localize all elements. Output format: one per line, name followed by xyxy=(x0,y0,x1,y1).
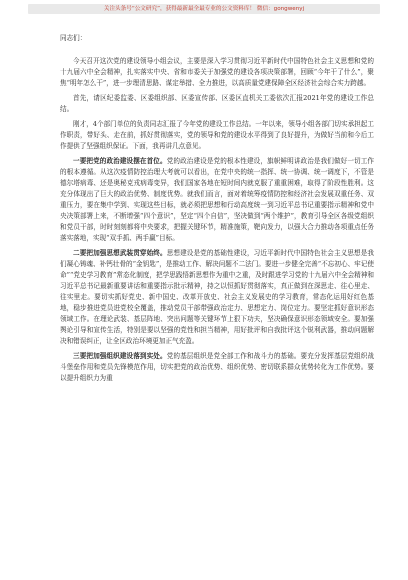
paragraph-text: 党的基层组织是党全部工作和战斗力的基础。要充分发挥基层党组织战斗堡垒作用和党员先锋模范作用，切实把党的政治优势、组织优势、密切联系群众优势转化为工作优势。要以提升组织力为重 xyxy=(60,352,375,382)
speech-body xyxy=(60,30,374,388)
paragraph-text: 党的政治建设是党的根本性建设，旗帜鲜明讲政治是我们做好一切工作的根本遵循。从这次疫情防控治理大考就可以看出，在党中央的统一指挥、统一协调、统一调度下，不管是德尔塔病毒、还是奥秘克戎病毒变异，我们国家各地在短时间内就克服了重重困难，取得了阶段性胜利。这充分体现出了巨大的政治优势、制度优势。就我们而言，面对着统筹疫情防控和经济社会发展双重任务、双重压力，要在集中学到、实现这些目标，就必须把思想和行动高度统一到习近平总书记重要指示精神和党中央决策部署上来，不断增强“四个意识”，坚定“四个自信”，坚决做到“两个维护”，教育引导全区各级党组织和党员干部，时时刻刻都将中央要求，把握关键环节，精准施策，靶向发力，以强大合力推动各项重点任务落实落地，实现“双手抓、两手赢”目标。 xyxy=(60,157,375,242)
paragraph-text: 今天召开这次党的建设领导小组会议，主要是深入学习贯彻习近平新时代中国特色社会主义思想和党的十九届六中全会精神，扎实落实中央、省和市委关于加强党的建设各项决策部署，回顾“今年干了什么”，聚焦“明年怎么干”，进一步理清思路、谋定举措、全力推进，以高质量党建保障全区经济社会综合实力跨越。 xyxy=(60,57,374,87)
paragraph-lead: 二要把加强思想武装贯穿始终。 xyxy=(73,249,167,257)
paragraph-text: 首先，请区纪委监委、区委组织部、区委宣传部、区委区直机关工委依次汇报2021年党的建设工作总结。 xyxy=(60,94,374,113)
promo-banner: 关注头条号“公文研究”，获得最新最全最专业的公文资料库！ 微信：gongwenyj xyxy=(28,4,380,14)
paragraph xyxy=(60,351,374,384)
paragraph xyxy=(60,248,374,347)
paragraph-lead: 一要把党的政治建设摆在首位。 xyxy=(73,157,167,165)
salutation: 同志们： xyxy=(60,34,87,42)
paragraph xyxy=(60,119,374,152)
paragraph-text: 思想建设是党的基础性建设，习近平新时代中国特色社会主义思想是我们凝心铸魂、补钙壮骨的“金钥匙”，是推动工作、解决问题不二法门。要进一步健全完善“不忘初心、牢记使命”“党史学习教育”常态化制度，把学思践悟新思想作为重中之重，及时跟进学习党的十九届六中全会精神和习近平总书记最新重要讲话和重要指示批示精神，持之以恒抓好贯彻落实，真正做到在深思走、往心里走、往实里走。要切实抓好党史、新中国史、改革开放史、社会主义发展史的学习教育，常态化运用好红色基地，稳步推进党员进党校全覆盖，推动党员干部带强政治定力、思想定力、岗位定力。要坚定抓好意识形态领域工作。在理论武装、基层阵地、突出问题等关键环节上狠下功夫，坚决确保意识形态领域安全。要加强舆论引导和宣传生活，特别是要以坚强的党性和担当精神，用好批评和自我批评这个锐利武器，推动问题解决和错误纠正，让全区政治环境更加正气充盈。 xyxy=(60,249,375,345)
paragraph-lead: 三要把加强组织建设落到实处。 xyxy=(73,352,167,360)
paragraph xyxy=(60,156,374,244)
paragraph xyxy=(60,56,374,89)
paragraph-text: 刚才，4个部门单位的负责同志汇报了今年党的建设工作总结。一年以来，领导小组各部门切实承担起工作职责，带好头、走在前，抓好贯彻落实，党的领导和党的建设水平得到了良好提升，为做好当前和今后工作提供了坚强组织保证。下面，我再讲几点意见。 xyxy=(60,120,374,150)
paragraph xyxy=(60,93,374,115)
